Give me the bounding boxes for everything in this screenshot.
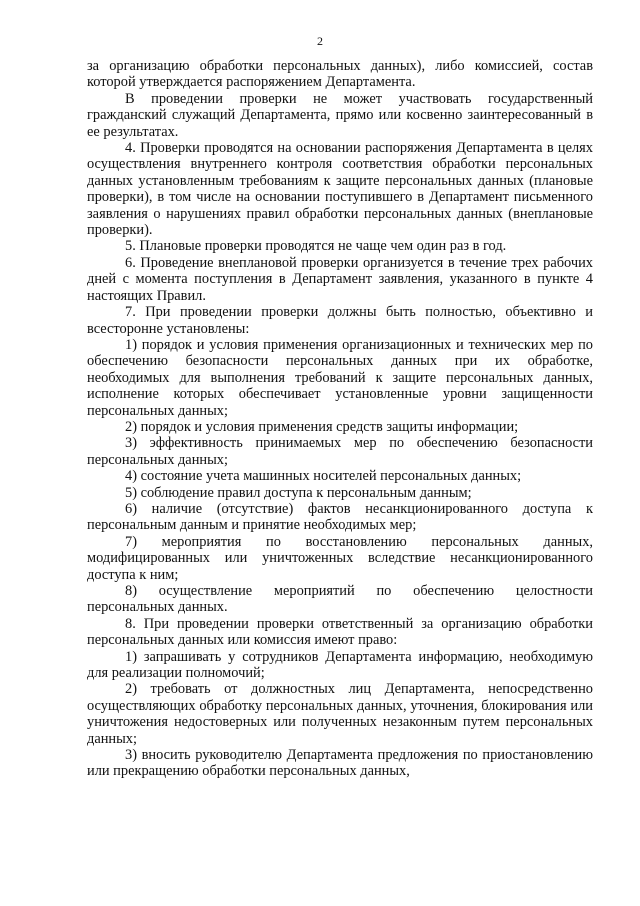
subitem-7-1: 1) порядок и условия применения организационных и технических мер по обеспечению безопасности персональных данных при их обработке, необходимых для выполнения требований к защите персональных данных, исполнение которых обеспечивает установленные уровни защищенности персональных данных; [87,336,593,419]
paragraph-conflict-of-interest: В проведении проверки не может участвовать государственный гражданский служащий Департамента, прямо или косвенно заинтересованный в ее результатах. [87,90,593,140]
paragraph-item-7: 7. При проведении проверки должны быть полностью, объективно и всесторонне установлены: [87,304,593,337]
subitem-8-3: 3) вносить руководителю Департамента предложения по приостановлению или прекращению обработки персональных данных, [87,747,593,780]
paragraph-item-6: 6. Проведение внеплановой проверки организуется в течение трех рабочих дней с момента поступления в Департамент заявления, указанного в пункте 4 настоящих Правил. [87,254,593,304]
paragraph-item-8: 8. При проведении проверки ответственный за организацию обработки персональных данных или комиссия имеют право: [87,615,593,649]
document-body [87,58,593,780]
subitem-8-2: 2) требовать от должностных лиц Департамента, непосредственно осуществляющих обработку персональных данных, уточнения, блокирования или уничтожения недостоверных или полученных незаконным путем персональных данных; [87,681,593,747]
paragraph-item-4: 4. Проверки проводятся на основании распоряжения Департамента в целях осуществления внутреннего контроля соответствия обработки персональных данных установленным требованиям к защите персональных данных (плановые проверки), в том числе на основании поступившего в Департамент письменного заявления о нарушениях правил обработки персональных данных (внеплановые проверки). [87,140,593,239]
page-number: 2 [317,34,323,48]
subitem-7-5: 5) соблюдение правил доступа к персональным данным; [125,484,472,501]
subitem-7-3: 3) эффективность принимаемых мер по обеспечению безопасности персональных данных; [87,435,593,468]
subitem-7-4: 4) состояние учета машинных носителей персональных данных; [125,468,522,485]
paragraph-continuation: за организацию обработки персональных данных), либо комиссией, состав которой утверждается распоряжением Департамента. [87,58,593,91]
subitem-7-7: 7) мероприятия по восстановлению персональных данных, модифицированных или уничтоженных вследствие несанкционированного доступа к ним; [87,533,593,583]
subitem-7-2: 2) порядок и условия применения средств защиты информации; [125,418,519,435]
paragraph-item-5: 5. Плановые проверки проводятся не чаще чем один раз в год. [125,238,507,255]
subitem-8-1: 1) запрашивать у сотрудников Департамента информацию, необходимую для реализации полномочий; [87,648,593,682]
subitem-7-6: 6) наличие (отсутствие) фактов несанкционированного доступа к персональным данным и принятие необходимых мер; [87,500,593,534]
subitem-7-8: 8) осуществление мероприятий по обеспечению целостности персональных данных. [87,583,593,616]
